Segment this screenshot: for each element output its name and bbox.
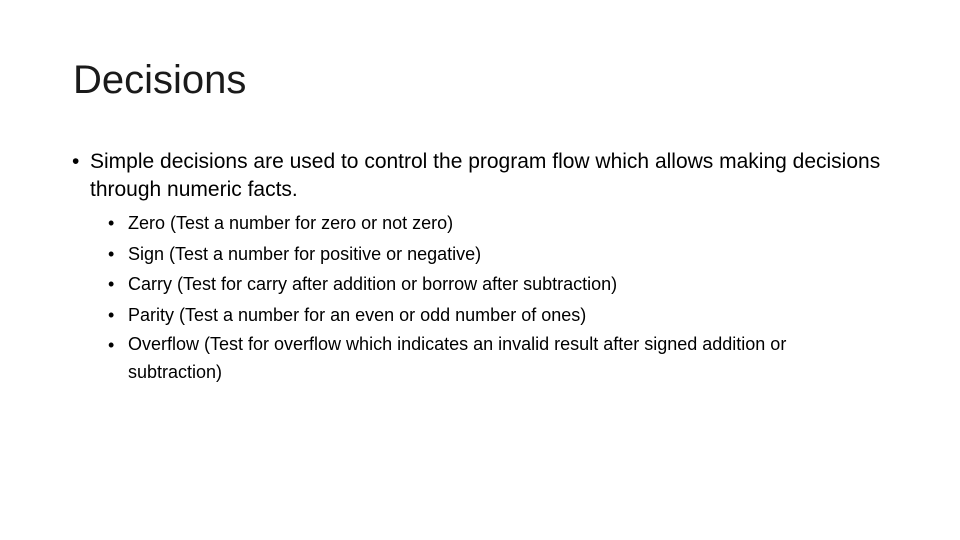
bullet-icon: •	[108, 304, 115, 325]
sub-bullet-list	[72, 208, 892, 386]
bullet-icon: •	[108, 274, 115, 294]
sub-bullet-carry	[72, 269, 892, 300]
bullet-icon: •	[108, 335, 115, 355]
main-bullet-text: Simple decisions are used to control the program flow which allows making decisions through numeric facts.	[90, 150, 881, 201]
slide-title: Decisions	[73, 58, 247, 102]
bullet-icon: •	[108, 213, 115, 233]
bullet-icon: •	[108, 243, 115, 264]
sub-bullet-overflow	[72, 330, 892, 386]
bullet-icon: •	[72, 150, 80, 173]
sub-bullet-text: Parity (Test a number for an even or odd number of ones)	[128, 304, 587, 325]
main-bullet-point	[72, 148, 892, 204]
sub-bullet-parity	[72, 300, 892, 331]
sub-bullet-zero	[72, 208, 892, 239]
sub-bullet-text: Sign (Test a number for positive or negative)	[128, 243, 482, 264]
sub-bullet-text: Carry (Test for carry after addition or borrow after subtraction)	[128, 274, 618, 294]
sub-bullet-text: Overflow (Test for overflow which indicates an invalid result after signed addition or subtraction)	[128, 334, 787, 382]
sub-bullet-text: Zero (Test a number for zero or not zero)	[128, 213, 454, 233]
slide-body	[72, 148, 892, 386]
sub-bullet-sign	[72, 239, 892, 270]
